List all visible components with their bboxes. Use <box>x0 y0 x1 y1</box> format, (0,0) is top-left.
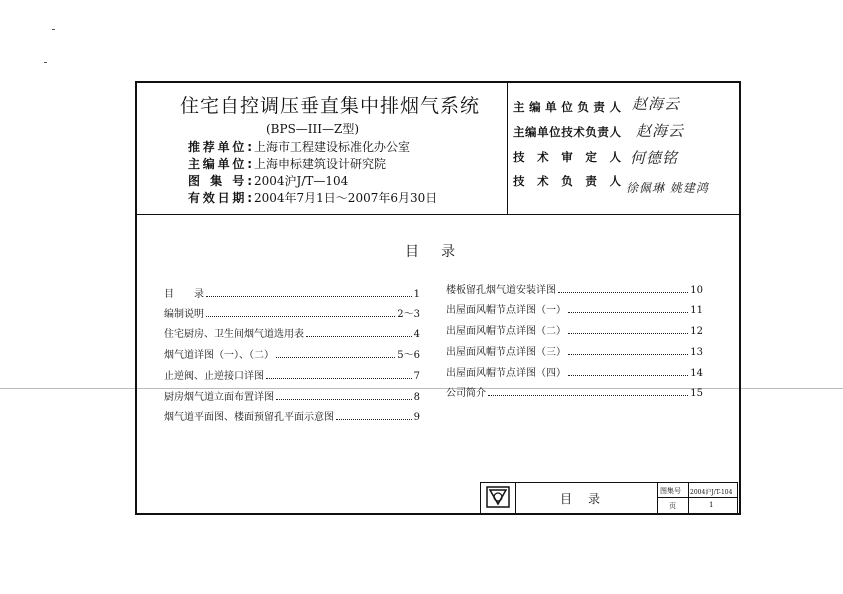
toc-leader <box>276 357 395 358</box>
toc-entry[interactable] <box>446 301 703 316</box>
info-row <box>188 189 437 206</box>
toc-title: 目 录 <box>164 289 204 300</box>
toc-page: 5～6 <box>397 350 420 361</box>
toc-page: 10 <box>690 285 703 296</box>
info-label: 推荐单位: <box>188 140 252 154</box>
toc-leader <box>336 419 412 420</box>
info-value: 上海市工程建设标准化办公室 <box>254 140 411 154</box>
signature: 赵海云 <box>632 95 681 113</box>
toc-leader <box>558 292 688 293</box>
toc-leader <box>568 312 688 313</box>
toc-entry[interactable] <box>164 305 420 320</box>
signature: 赵海云 <box>636 122 685 140</box>
title-block-divider <box>657 482 658 515</box>
toc-entry[interactable] <box>446 322 703 337</box>
toc-page: 14 <box>690 368 703 379</box>
toc-leader <box>266 378 412 379</box>
title-block-divider <box>688 482 689 515</box>
toc-page: 12 <box>690 326 703 337</box>
standard-logo-icon <box>486 486 510 508</box>
toc-title: 出屋面风帽节点详图（二） <box>446 326 566 337</box>
header-divider <box>135 214 741 215</box>
responsible-row <box>513 173 621 189</box>
atlas-value: 2004沪J/T-104 <box>690 489 733 496</box>
responsible-label: 主编单位技术负责人 <box>513 125 621 139</box>
toc-title: 楼板留孔烟气道安装详图 <box>446 285 556 296</box>
toc-title: 公司简介 <box>446 388 486 399</box>
toc-title: 厨房烟气道立面布置详图 <box>164 392 274 403</box>
title-block-divider <box>657 497 738 498</box>
responsible-label: 技术审定人 <box>513 150 621 164</box>
toc-leader <box>206 296 412 297</box>
toc-page: 7 <box>413 371 420 382</box>
page-label: 页 <box>669 502 676 510</box>
toc-page: 4 <box>413 329 420 340</box>
responsible-label: 技术负责人 <box>513 174 621 188</box>
toc-page: 13 <box>690 347 703 358</box>
scan-speck <box>44 62 47 63</box>
atlas-label: 图集号 <box>660 487 681 495</box>
toc-leader <box>276 399 412 400</box>
toc-page: 15 <box>690 388 703 399</box>
toc-entry[interactable] <box>164 408 420 423</box>
responsible-label: 主编单位负责人 <box>513 100 621 114</box>
info-label: 主编单位: <box>188 157 252 171</box>
scan-speck <box>52 29 55 30</box>
toc-page: 8 <box>413 392 420 403</box>
toc-heading: 目录 <box>405 244 477 260</box>
header-split <box>507 81 508 215</box>
toc-entry[interactable] <box>164 388 420 403</box>
toc-leader <box>568 375 688 376</box>
info-label: 有效日期: <box>188 191 252 205</box>
document-subtitle: (BPS—III—Z型) <box>266 122 360 136</box>
toc-entry[interactable] <box>164 285 420 300</box>
toc-leader <box>306 336 412 337</box>
info-row <box>188 172 348 189</box>
toc-title: 出屋面风帽节点详图（三） <box>446 347 566 358</box>
toc-entry[interactable] <box>446 364 703 379</box>
toc-leader <box>488 395 688 396</box>
responsible-row <box>513 124 621 140</box>
page-value: 1 <box>709 501 714 509</box>
toc-title: 烟气道平面图、楼面预留孔平面示意图 <box>164 412 334 423</box>
toc-entry[interactable] <box>164 346 420 361</box>
title-block-divider <box>515 482 516 515</box>
toc-page: 2～3 <box>397 309 420 320</box>
info-value: 2004年7月1日～2007年6月30日 <box>254 191 438 205</box>
toc-page: 1 <box>413 289 420 300</box>
toc-title: 烟气道详图（一）、（二） <box>164 350 274 361</box>
toc-leader <box>568 333 688 334</box>
info-value: 2004沪J/T—104 <box>254 174 349 188</box>
toc-entry[interactable] <box>446 343 703 358</box>
responsible-row <box>513 99 621 115</box>
toc-title: 止逆阀、止逆接口详图 <box>164 371 264 382</box>
document-title: 住宅自控调压垂直集中排烟气系统 <box>179 95 480 117</box>
toc-leader <box>568 354 688 355</box>
info-row <box>188 138 410 155</box>
toc-leader <box>206 316 395 317</box>
signature: 何德铭 <box>630 149 679 167</box>
toc-entry[interactable] <box>446 384 703 399</box>
responsible-row <box>513 149 621 165</box>
toc-entry[interactable] <box>164 325 420 340</box>
toc-title: 编制说明 <box>164 309 204 320</box>
toc-page: 11 <box>690 305 703 316</box>
toc-title: 出屋面风帽节点详图（一） <box>446 305 566 316</box>
toc-title: 住宅厨房、卫生间烟气道选用表 <box>164 329 304 340</box>
info-row <box>188 155 386 172</box>
toc-entry[interactable] <box>164 367 420 382</box>
toc-title: 出屋面风帽节点详图（四） <box>446 368 566 379</box>
signature: 徐佩琳 姚建鸿 <box>626 181 709 195</box>
toc-entry[interactable] <box>446 281 703 296</box>
info-label: 图 集 号: <box>188 174 252 188</box>
toc-page: 9 <box>413 412 420 423</box>
info-value: 上海申标建筑设计研究院 <box>254 157 387 171</box>
title-block-title: 目录 <box>560 492 617 506</box>
